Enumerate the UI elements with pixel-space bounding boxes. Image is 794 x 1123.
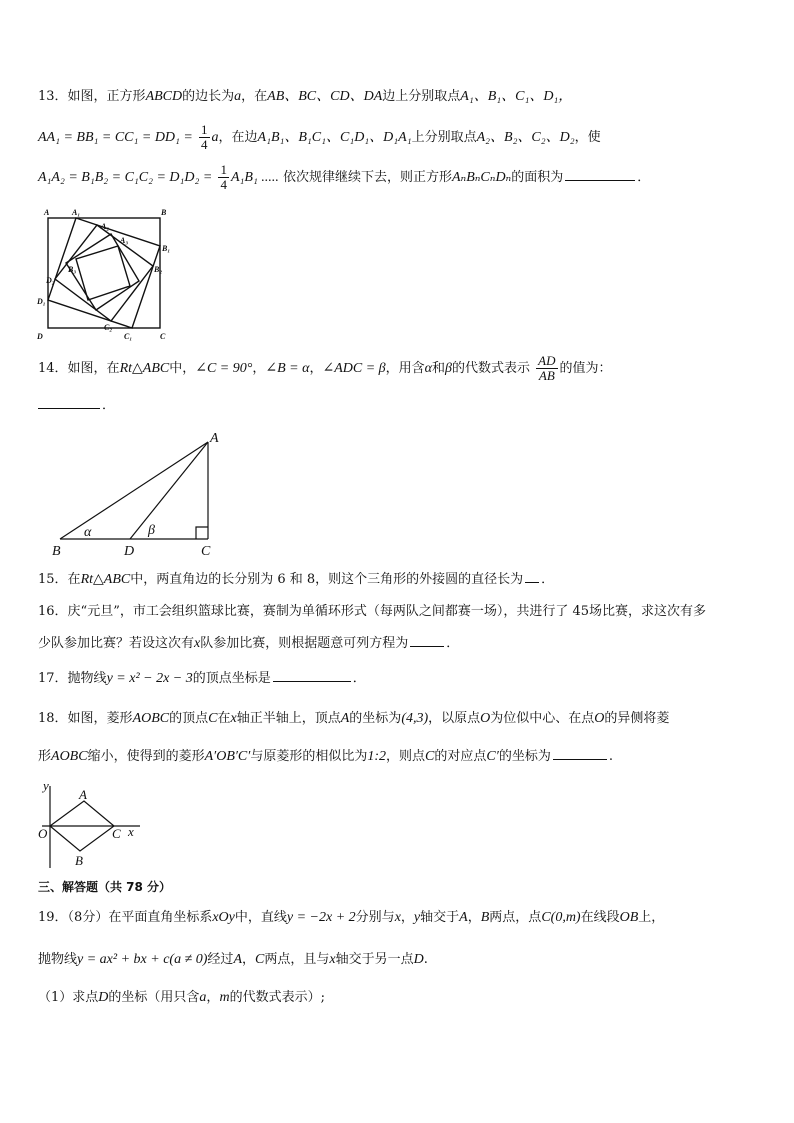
fraction-numerator: 1 [220,162,227,177]
label-A: A [79,787,87,802]
answer-blank [410,634,444,647]
q18-text: 的异侧将菱 [604,711,670,726]
label-D1: D₁ [37,297,46,306]
q19-text: 两点，且与 [264,952,330,967]
q16-math: x [194,636,201,651]
q19-part1 [38,988,764,1008]
q18-text: 在 [217,711,231,726]
q19-text: . [423,952,428,967]
q13-fraction-2 [218,163,229,192]
q14-line2 [38,396,764,416]
q15-text: 在 [67,572,81,587]
q13-line1 [38,87,764,107]
q19-math: xOy [212,910,235,925]
q18-math: A′OB′C′ [204,749,251,764]
label-A3: A₃ [120,236,129,245]
q16-line1 [38,602,764,622]
q14-text: ， [309,361,323,376]
q14-line1 [38,352,764,386]
q19-text: 中，直线 [234,910,287,925]
q18-text: 的对应点 [434,749,487,764]
q18-line2 [38,747,764,767]
q14-text: 和 [432,361,446,376]
q19-text: （1）求点 [38,990,99,1005]
q16-text: 庆“元旦”，市工会组织篮球比赛，赛制为单循环形式（每两队之间都赛一场），共进行了 45场比赛，求这次有多 [67,604,707,619]
q14-number: 14． [38,361,68,376]
q14-text: ． [102,398,116,413]
label-A: A [44,208,50,217]
answer-blank [38,396,100,409]
q13-text: 依次规律继续下去，则正方形 [282,170,452,185]
q19-math: B [480,910,490,925]
answer-blank [525,570,539,583]
q18-math: A [340,711,350,726]
q19-math: x [329,952,336,967]
q15-math: Rt△ABC [80,572,131,587]
q15-text: 中，两直角边的长分别为 6 和 8，则这个三角形的外接圆的直径长为 [130,572,524,587]
q13-text: 的边长为 [182,89,235,104]
q14-math: Rt△ABC [119,361,170,376]
fraction-numerator: AD [538,353,556,368]
outer-square [48,218,163,328]
label-D: D [124,544,135,558]
q18-text: 如图，菱形 [67,711,133,726]
q18-text: . [608,749,613,764]
label-alpha: α [84,525,92,540]
q19-math: a [199,990,207,1005]
q19-math: y = ax² + bx + c(a ≠ 0) [77,952,208,967]
q19-text: 两点，点 [489,910,542,925]
q18-text: 的顶点 [169,711,209,726]
q13-number: 13． [38,89,68,104]
fraction-denominator: 4 [201,137,208,152]
q18-figure [36,780,146,872]
q19-text: 在线段 [580,910,620,925]
q13-text: 的面积为 [511,170,564,185]
answer-blank [273,669,351,682]
q13-math: ABCD [145,89,183,104]
q18-text: 形 [38,749,52,764]
q18-math: x [230,711,237,726]
label-B1: B₁ [162,244,171,253]
q14-text: 中， [169,361,196,376]
label-C2: C₂ [104,323,113,332]
label-C: C [160,332,166,341]
q19-text: 经过 [207,952,234,967]
q13-math: a [234,89,242,104]
q19-line2 [38,950,764,970]
q13-math: A₁B₁、B₁C₁、C₁D₁、D₁A₁ [257,130,412,145]
label-x: x [128,824,134,839]
label-D: D [37,332,43,341]
q19-text: 轴交于另一点 [335,952,414,967]
side-AB [60,442,208,539]
q13-text: ，在 [241,89,268,104]
q18-text: 的坐标为 [349,711,402,726]
q19-text: 上， [638,910,665,925]
label-B: B [75,853,83,868]
fraction-denominator: 4 [220,177,227,192]
q17-number: 17． [38,671,68,686]
q13-text: ，在边 [218,130,258,145]
q19-math: y [413,910,421,925]
segment-AD [130,442,208,539]
q19-text: ， [467,910,481,925]
q15-number: 15． [38,572,68,587]
q19-text: ， [206,990,220,1005]
q19-text: ， [400,910,414,925]
q18-math: O [594,711,605,726]
q19-text: 分别与 [355,910,395,925]
q16-text: ． [446,636,460,651]
q13-text: ，使 [574,130,601,145]
q19-text: 的代数式表示）; [229,990,325,1005]
q13-figure [36,206,172,342]
q13-math: A₁、B₁、C₁、D₁， [460,89,573,104]
label-A2: A₂ [101,222,110,231]
fraction-denominator: AB [538,368,555,383]
square-1 [48,218,163,328]
label-B2: B₂ [154,265,163,274]
q19-math: x [394,910,401,925]
q17-line [38,669,764,689]
label-A1: A₁ [72,208,81,217]
q13-text: 上分别取点 [411,130,477,145]
q19-math: OB [619,910,639,925]
q13-line3 [38,162,764,194]
q14-figure [46,428,236,558]
answer-blank [565,168,635,181]
q15-text: ． [541,572,555,587]
q16-line2 [38,634,764,654]
q13-fraction-1 [199,123,210,152]
q17-text: 的顶点坐标是 [192,671,271,686]
q19-math: m [219,990,230,1005]
q19-math: D [98,990,109,1005]
q16-text: 队参加比赛，则根据题意可列方程为 [200,636,409,651]
q18-math: AOBC [51,749,88,764]
q18-text: 与原菱形的相似比为 [250,749,368,764]
label-C: C [201,544,211,558]
answer-blank [553,747,607,760]
q14-text: ， [252,361,266,376]
q19-text: （8分）在平面直角坐标系 [67,910,213,925]
q18-text: 的坐标为 [498,749,551,764]
q18-text: ，以原点 [428,711,481,726]
q13-math: A₁A₂ = B₁B₂ = C₁C₂ = D₁D₂ = [38,170,213,185]
q19-math: C [255,952,265,967]
q13-text: 边上分别取点 [382,89,461,104]
fraction-numerator: 1 [201,122,208,137]
label-C1: C₁ [124,332,133,341]
q13-text: ． [637,170,651,185]
q13-math: AₙBₙCₙDₙ [451,170,512,185]
q13-math: A₁B₁ ..... [230,170,279,185]
q14-math: ∠B = α [265,361,310,376]
q14-text: ，用含 [385,361,425,376]
label-O: O [38,826,48,841]
q13-math: AB、BC、CD、DA [267,89,383,104]
q13-line2 [38,122,764,154]
q18-math: C [208,711,218,726]
label-B: B [52,544,61,558]
q14-math: β [445,361,452,376]
label-y: y [43,780,49,793]
q19-math: A [459,910,468,925]
q17-text: 抛物线 [67,671,107,686]
q13-math: AA₁ = BB₁ = CC₁ = DD₁ = [38,130,193,145]
q17-math: y = x² − 2x − 3 [106,671,193,686]
q15-line [38,570,764,590]
q18-text: 为位似中心、在点 [490,711,595,726]
q14-text: 的值为： [559,361,612,376]
q19-text: 抛物线 [38,952,78,967]
q13-text: 如图，正方形 [67,89,146,104]
q18-math: O [480,711,491,726]
label-D2: D₂ [46,276,55,285]
q14-math: ∠ADC = β [322,361,386,376]
q18-math: 1:2 [367,749,387,764]
q17-text: ． [352,671,366,686]
q18-line1 [38,709,764,729]
label-beta: β [148,523,155,538]
q14-text: 的代数式表示 [452,361,531,376]
q13-math: a [211,130,219,145]
label-A: A [210,431,219,446]
q18-text: 缩小，使得到的菱形 [87,749,205,764]
q14-text: 如图，在 [67,361,120,376]
q18-math: C′ [486,749,499,764]
q19-text: 轴交于 [420,910,460,925]
right-angle-mark [196,527,208,539]
label-B3: B₃ [68,265,77,274]
q19-math: y = −2x + 2 [286,910,356,925]
q14-fraction [536,354,557,383]
q19-number: 19． [38,910,68,925]
q19-text: 的坐标（用只含 [108,990,200,1005]
q19-text: ， [242,952,256,967]
q16-text: 少队参加比赛？若设这次有 [38,636,195,651]
q14-math: α [424,361,432,376]
section-heading: 三、解答题（共 78 分） [38,880,172,894]
q19-math: A [233,952,242,967]
label-B: B [161,208,167,217]
q18-math: (4,3) [401,711,429,726]
q18-number: 18． [38,711,68,726]
q18-text: ，则点 [386,749,426,764]
q18-math: C [425,749,435,764]
q19-line1 [38,908,764,928]
q19-math: C(0,m) [541,910,581,925]
label-C: C [112,826,121,841]
q14-math: ∠C = 90° [195,361,253,376]
q18-text: 轴正半轴上，顶点 [236,711,341,726]
q13-math: A₂、B₂、C₂、D₂ [476,130,575,145]
q19-math: D [413,952,424,967]
q16-number: 16． [38,604,68,619]
q18-math: AOBC [132,711,170,726]
